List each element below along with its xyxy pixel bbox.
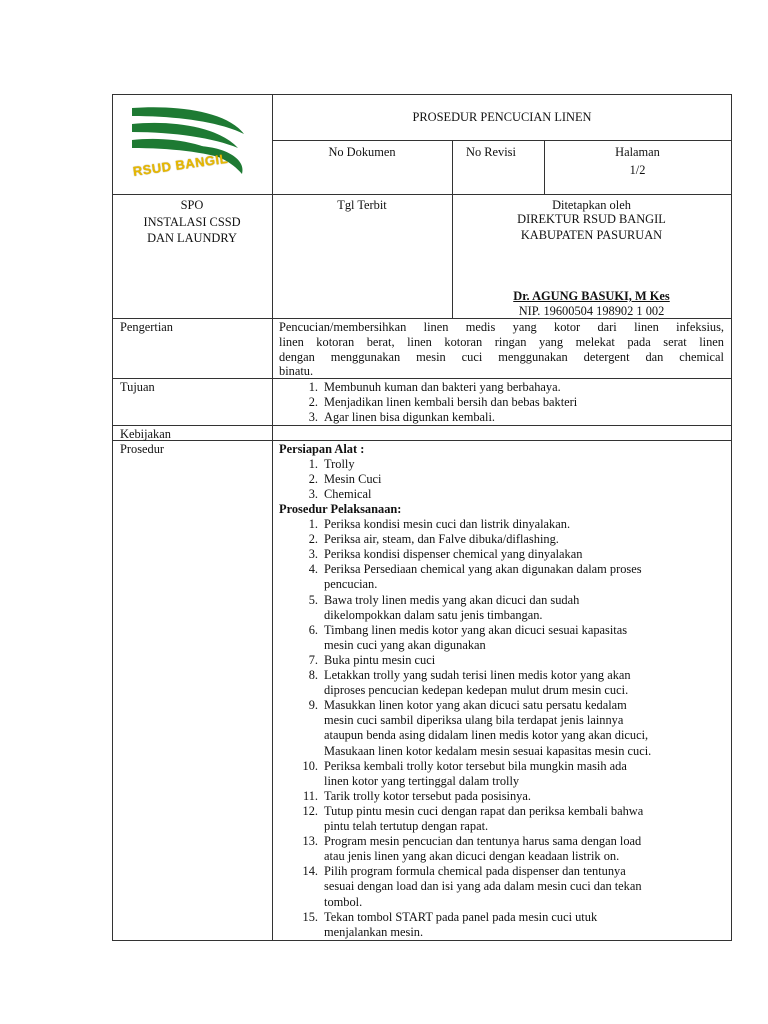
border-title-bottom (272, 140, 732, 141)
tgl-terbit-label: Tgl Terbit (337, 198, 387, 212)
step-line: mesin cuci yang akan digunakan (324, 637, 486, 652)
laundry-label: DAN LAUNDRY (147, 231, 237, 245)
kabupaten-label: KABUPATEN PASURUAN (520, 228, 663, 242)
step-number: 4. (308, 562, 318, 577)
step-line: ataupun benda asing didalam linen medis kotor yang akan dicuci, (324, 728, 649, 743)
step-line: Masukkan linen kotor yang akan dicuci satu persatu kedalam (324, 698, 627, 713)
step-line: pencucian. (324, 577, 378, 592)
pengertian-label: Pengertian (120, 320, 173, 334)
border-top (112, 94, 732, 95)
step-number: 1. (308, 517, 318, 531)
persiapan-item-number: 1. (308, 457, 318, 471)
step-line: Program mesin pencucian dan tentunya harus sama dengan load (324, 834, 642, 849)
step-number: 11. (302, 788, 318, 803)
step-line: diproses pencucian kedepan kedepan mulut drum mesin cuci. (324, 683, 629, 698)
border-bottom (112, 940, 732, 941)
step-line: Letakkan trolly yang sudah terisi linen medis kotor yang akan (324, 668, 631, 682)
step-number: 5. (308, 592, 318, 607)
logo-text: RSUD BANGIL (131, 150, 229, 179)
pengertian-line-4: binatu. (279, 364, 314, 378)
step-number: 15. (302, 909, 318, 924)
pengertian-line-3: dengan menggunakan mesin cuci menggunakan detergent dan chemical (279, 350, 724, 364)
step-number: 2. (308, 532, 318, 547)
step-line: Tekan tombol START pada panel pada mesin cuci utuk (324, 909, 598, 924)
no-dokumen-label: No Dokumen (328, 145, 396, 159)
step-number: 7. (308, 652, 318, 667)
step-line: Periksa Persediaan chemical yang akan digunakan dalam proses (324, 562, 642, 577)
nip-label: NIP. 19600504 198902 1 002 (518, 304, 665, 318)
instalasi-label: INSTALASI CSSD (143, 215, 241, 229)
persiapan-item: Mesin Cuci (324, 472, 382, 487)
step-line: Bawa troly linen medis yang akan dicuci dan sudah (324, 592, 580, 607)
border-header-bottom (112, 194, 732, 195)
step-number: 10. (302, 758, 318, 773)
pengertian-line-1: Pencucian/membersihkan linen medis yang kotor dari linen infeksius, (279, 320, 724, 334)
halaman-label: Halaman (615, 145, 660, 159)
rsud-bangil-swoosh-logo (128, 104, 248, 190)
step-number: 14. (302, 864, 318, 879)
tujuan-item-number: 1. (308, 380, 318, 394)
border-pengertian-bottom (112, 378, 732, 379)
step-number: 12. (302, 803, 318, 818)
step-line: Buka pintu mesin cuci (324, 652, 436, 667)
prosedur-label: Prosedur (120, 442, 165, 456)
step-line: Timbang linen medis kotor yang akan dicuci sesuai kapasitas (324, 622, 628, 637)
spo-label: SPO (180, 198, 204, 212)
step-line: Pilih program formula chemical pada dispenser dan tentunya (324, 864, 626, 879)
step-line: Tarik trolly kotor tersebut pada posisinya. (324, 788, 531, 803)
step-line: Periksa air, steam, dan Falve dibuka/diflashing. (324, 532, 559, 547)
step-line: linen kotor yang tertinggal dalam trolly (324, 773, 520, 788)
step-line: Tutup pintu mesin cuci dengan rapat dan periksa kembali bahwa (324, 803, 644, 818)
step-line: pintu telah tertutup dengan rapat. (324, 819, 489, 833)
tujuan-label: Tujuan (120, 380, 155, 394)
direktur-label: DIREKTUR RSUD BANGIL (517, 212, 666, 226)
persiapan-item: Chemical (324, 487, 372, 502)
step-number: 13. (302, 834, 318, 849)
step-number: 8. (308, 668, 318, 682)
persiapan-heading: Persiapan Alat : (279, 442, 365, 456)
tujuan-item-number: 3. (308, 410, 318, 425)
persiapan-item: Trolly (324, 457, 355, 471)
step-line: Periksa kondisi mesin cuci dan listrik dinyalakan. (324, 517, 571, 531)
persiapan-item-number: 2. (308, 472, 318, 487)
tujuan-item-number: 2. (308, 395, 318, 410)
border-right (731, 94, 732, 941)
step-line: Masukaan linen kotor kedalam mesin sesuai kapasitas mesin cuci. (324, 743, 652, 758)
step-line: Periksa kembali trolly kotor tersebut bila mungkin masih ada (324, 758, 627, 773)
step-line: menjalankan mesin. (324, 924, 424, 939)
step-line: atau jenis linen yang akan dicuci dengan keadaan listrik on. (324, 849, 620, 864)
tujuan-item: Menjadikan linen kembali bersih dan bebas bakteri (324, 395, 578, 410)
no-revisi-label: No Revisi (466, 145, 516, 159)
step-line: tombol. (324, 894, 363, 909)
halaman-value: 1/2 (629, 163, 646, 177)
kebijakan-label: Kebijakan (120, 427, 171, 441)
signatory-name: Dr. AGUNG BASUKI, M Kes (513, 289, 670, 303)
step-line: Periksa kondisi dispenser chemical yang dinyalakan (324, 547, 583, 562)
step-line: mesin cuci sambil diperiksa ulang bila terdapat jenis lainnya (324, 713, 624, 728)
persiapan-item-number: 3. (308, 487, 318, 502)
ditetapkan-label: Ditetapkan oleh (552, 198, 631, 212)
step-line: sesuai dengan load dan isi yang ada dalam mesin cuci dan tekan (324, 879, 642, 894)
step-number: 3. (308, 547, 318, 562)
step-line: dikelompokkan dalam satu jenis timbangan. (324, 607, 543, 622)
pengertian-line-2: linen kotoran berat, linen kotoran ringan yang melekat pada serat linen (279, 335, 724, 349)
step-number: 9. (308, 698, 318, 713)
step-number: 6. (308, 622, 318, 637)
tujuan-item: Membunuh kuman dan bakteri yang berbahaya. (324, 380, 561, 394)
border-label-column (272, 94, 273, 941)
page-title: PROSEDUR PENCUCIAN LINEN (412, 110, 592, 124)
pelaksanaan-heading: Prosedur Pelaksanaan: (279, 502, 402, 516)
tujuan-item: Agar linen bisa digunkan kembali. (324, 410, 496, 425)
border-kebijakan-bottom (112, 440, 732, 441)
